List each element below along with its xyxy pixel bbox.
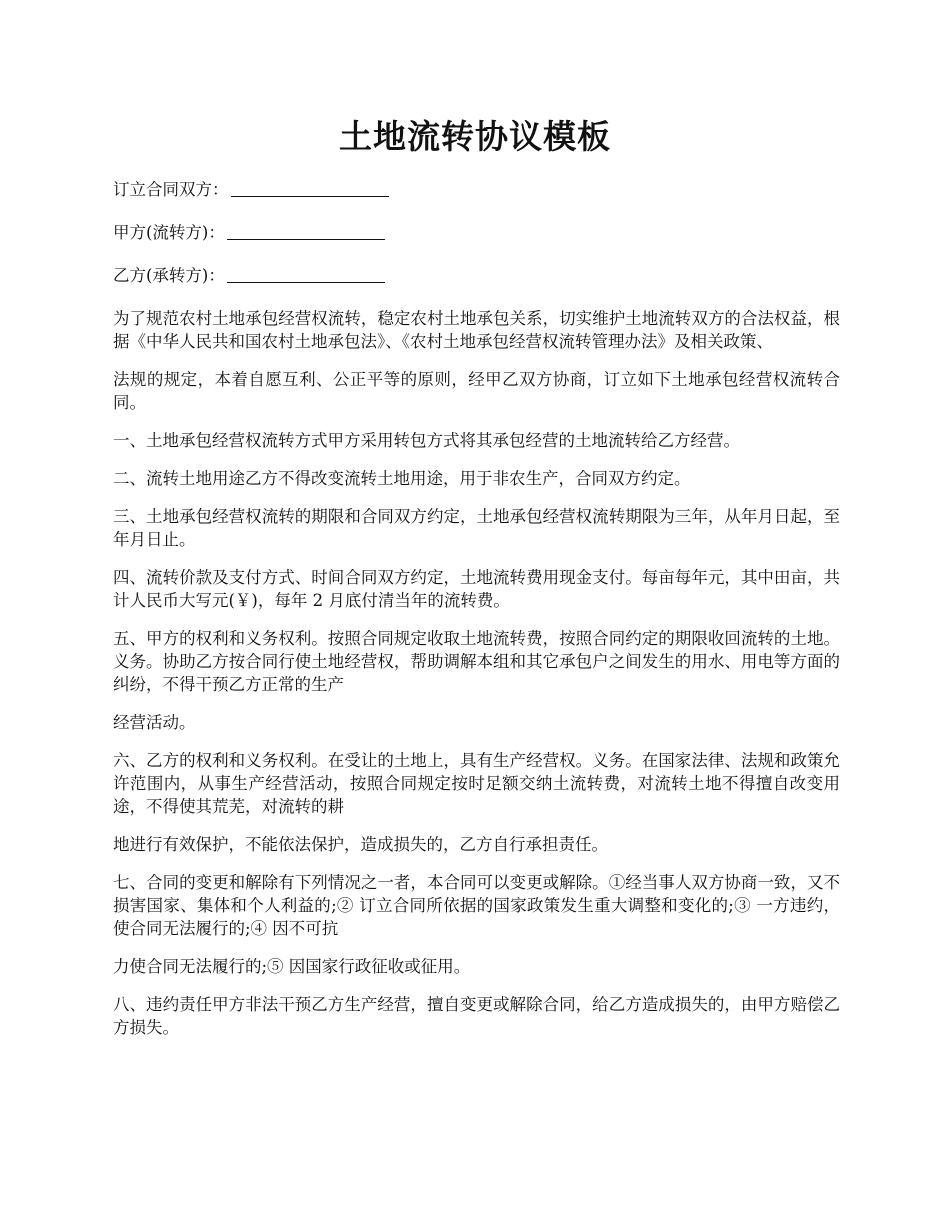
clause-6: 六、乙方的权利和义务权利。在受让的土地上，具有生产经营权。义务。在国家法律、法规和政策允许范围内，从事生产经营活动，按照合同规定按时足额交纳土流转费，对流转土地不得擅自改变用途，不得使其荒芜，对流转的耕: [113, 751, 840, 816]
field-label: 乙方(承转方)：: [113, 266, 225, 285]
clause-6-cont: 地进行有效保护，不能依法保护，造成损失的，乙方自行承担责任。: [113, 835, 608, 854]
clause-4: 四、流转价款及支付方式、时间合同双方约定，土地流转费用现金支付。每亩每年元，其中田亩，共计人民币大写元(￥)，每年 2 月底付清当年的流转费。: [113, 568, 840, 610]
document-body: [113, 178, 840, 1054]
clause-3: 三、土地承包经营权流转的期限和合同双方约定，土地承包经营权流转期限为三年，从年月日起，至年月日止。: [113, 507, 840, 549]
paragraph-preamble: 为了规范农村土地承包经营权流转，稳定农村土地承包关系，切实维护土地流转双方的合法权益，根据《中华人民共和国农村土地承包法》、《农村土地承包经营权流转管理办法》及相关政策、: [113, 309, 840, 351]
paragraph-preamble-cont: 法规的规定，本着自愿互利、公正平等的原则，经甲乙双方协商，订立如下土地承包经营权流转合同。: [113, 370, 840, 412]
field-contract-parties: [113, 178, 840, 201]
clause-8: 八、违约责任甲方非法干预乙方生产经营，擅自变更或解除合同，给乙方造成损失的，由甲方赔偿乙方损失。: [113, 995, 840, 1037]
clause-5-cont: 经营活动。: [113, 713, 196, 732]
clause-7: 七、合同的变更和解除有下列情况之一者，本合同可以变更或解除。①经当事人双方协商一致，又不损害国家、集体和个人利益的;② 订立合同所依据的国家政策发生重大调整和变化的;③ 一方违约，使合同无法履行的;④ 因不可抗: [113, 873, 840, 938]
clause-5: 五、甲方的权利和义务权利。按照合同规定收取土地流转费，按照合同约定的期限收回流转的土地。义务。协助乙方按合同行使土地经营权，帮助调解本组和其它承包户之间发生的用水、用电等方面的纠纷，不得干预乙方正常的生产: [113, 629, 840, 694]
clause-2: 二、流转土地用途乙方不得改变流转土地用途，用于非农生产，合同双方约定。: [113, 469, 691, 488]
field-label: 甲方(流转方)：: [113, 223, 225, 242]
field-party-b: [113, 264, 840, 287]
document-title: 土地流转协议模板: [339, 117, 611, 156]
field-party-a: [113, 221, 840, 244]
fill-in-blank[interactable]: [227, 265, 385, 283]
field-label: 订立合同双方：: [113, 180, 229, 199]
clause-7-cont: 力使合同无法履行的;⑤ 因国家行政征收或征用。: [113, 957, 471, 976]
fill-in-blank[interactable]: [227, 222, 385, 240]
clause-1: 一、土地承包经营权流转方式甲方采用转包方式将其承包经营的土地流转给乙方经营。: [113, 431, 740, 450]
fill-in-blank[interactable]: [231, 179, 389, 197]
